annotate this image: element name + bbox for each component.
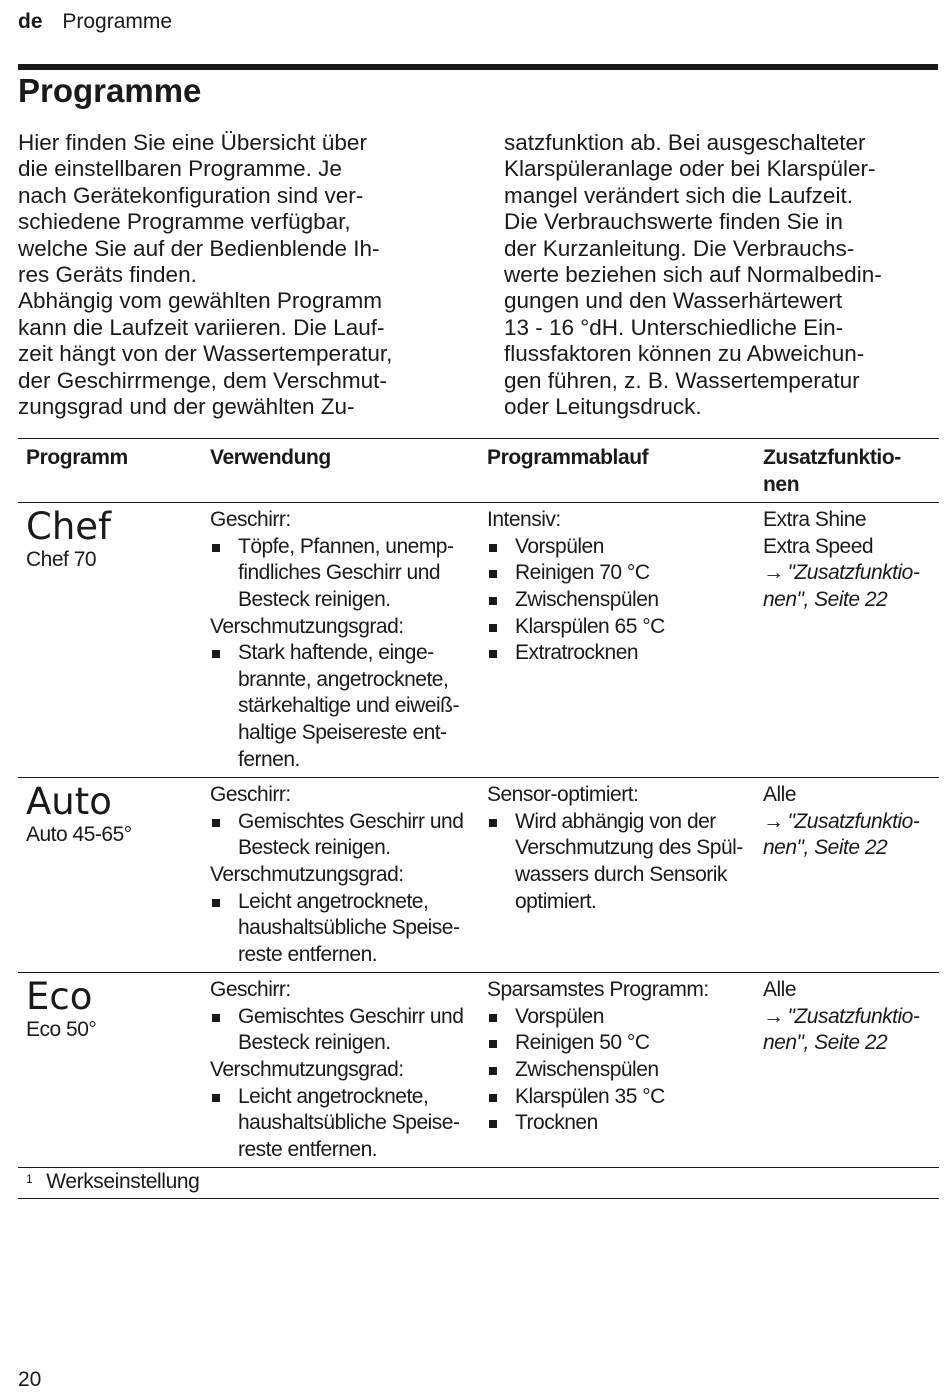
intro-line: der Kurzanleitung. Die Verbrauchs- [504, 235, 855, 261]
reference-text[interactable]: nen", Seite 22 [763, 587, 888, 611]
list-item: Zwischenspülen [487, 1057, 749, 1084]
sequence-list [487, 534, 749, 667]
header-zusatz-line: nen [763, 472, 800, 496]
list-item-line: Gemischtes Geschirr und [238, 809, 464, 833]
program-name: Auto [26, 780, 112, 824]
reference-text: "Zusatzfunktio- [787, 561, 920, 585]
header-verwendung: Verwendung [210, 446, 331, 469]
list-item [210, 534, 473, 614]
list-item-line: Stark haftende, einge- [238, 641, 434, 665]
intro-line: satzfunktion ab. Bei ausgeschalteter [504, 130, 866, 155]
list-item [210, 640, 473, 773]
list-item-line: Leicht angetrocknete, [238, 1084, 429, 1108]
list-item-line: reste entfernen. [238, 942, 378, 966]
header-programmablauf: Programmablauf [487, 446, 649, 469]
extra-option: Alle [763, 978, 797, 1002]
intro-line: flussfaktoren können zu Abweichun- [504, 341, 865, 367]
grad-list [210, 640, 473, 773]
list-item-line: Wird abhängig von der [515, 809, 716, 833]
header-rule [18, 64, 938, 70]
cross-reference-link[interactable] [763, 1004, 933, 1031]
geschirr-label: Geschirr: [210, 508, 291, 532]
reference-text: "Zusatzfunktio- [787, 809, 920, 833]
intro-line: kann die Laufzeit variieren. Die Lauf- [18, 314, 385, 340]
intro-line: oder Leitungsdruck. [504, 394, 702, 420]
program-name: Eco [26, 975, 93, 1019]
list-item-line: Besteck reinigen. [238, 587, 391, 611]
extra-option: Extra Shine [763, 508, 867, 532]
intro-column-right [504, 130, 944, 420]
arrow-right-icon: → [763, 561, 784, 585]
intro-line: Abhängig vom gewählten Programm [18, 288, 382, 314]
list-item: Vorspülen [487, 534, 749, 561]
header-programm: Programm [26, 446, 128, 469]
intro-line: werte beziehen sich auf Normalbedin- [504, 262, 882, 288]
reference-text[interactable]: nen", Seite 22 [763, 836, 888, 860]
table-row-chef [18, 503, 939, 778]
program-subname: Eco 50° [26, 1018, 97, 1042]
list-item: Reinigen 50 °C [487, 1030, 749, 1057]
list-item-line: Besteck reinigen. [238, 836, 391, 860]
extras-cell [755, 778, 939, 972]
header-zusatzfunktionen [755, 439, 939, 502]
intro-line: mangel verändert sich die Laufzeit. [504, 182, 853, 208]
sequence-label: Intensiv: [487, 508, 561, 532]
list-item-line: stärkehaltige und eiweiß- [238, 694, 459, 718]
intro-line: schiedene Programme verfügbar, [18, 209, 351, 235]
sequence-list [487, 1004, 749, 1137]
section-name: Programme [62, 10, 173, 33]
program-cell [18, 973, 202, 1167]
extras-cell [755, 503, 939, 777]
list-item-line: haushaltsübliche Speise- [238, 916, 460, 940]
sequence-cell [479, 973, 755, 1167]
table-row-eco [18, 973, 939, 1168]
programme-table [18, 438, 939, 1199]
intro-line: Die Verbrauchswerte finden Sie in [504, 209, 843, 235]
list-item [210, 889, 473, 969]
arrow-right-icon: → [763, 809, 784, 833]
page-number: 20 [18, 1368, 42, 1391]
program-cell [18, 503, 202, 777]
intro-line: nach Gerätekonfiguration sind ver- [18, 182, 364, 208]
intro-line: gen führen, z. B. Wassertemperatur [504, 367, 860, 393]
usage-cell [202, 778, 479, 972]
program-name: Chef [26, 505, 112, 549]
list-item-line: brannte, angetrocknete, [238, 667, 449, 691]
cross-reference-link[interactable] [763, 560, 933, 587]
grad-label: Verschmutzungsgrad: [210, 862, 404, 886]
usage-cell [202, 503, 479, 777]
page-title: Programme [18, 72, 202, 109]
list-item-line: optimiert. [515, 889, 597, 913]
list-item: Trocknen [487, 1110, 749, 1137]
program-cell [18, 778, 202, 972]
intro-line: Klarspüleranlage oder bei Klarspüler- [504, 156, 876, 182]
geschirr-list [210, 534, 473, 614]
language-code: de [18, 10, 43, 33]
sequence-list [487, 809, 749, 915]
cross-reference-link[interactable] [763, 809, 933, 836]
list-item: Vorspülen [487, 1004, 749, 1031]
arrow-right-icon: → [763, 1004, 784, 1028]
footnote-text: Werkseinstellung [46, 1170, 200, 1194]
sequence-label: Sensor-optimiert: [487, 783, 639, 807]
list-item-line: Verschmutzung des Spül- [515, 836, 743, 860]
intro-line: welche Sie auf der Bedienblende Ih- [18, 235, 380, 261]
reference-text[interactable]: nen", Seite 22 [763, 1031, 888, 1055]
intro-column-left [18, 130, 458, 420]
geschirr-label: Geschirr: [210, 783, 291, 807]
geschirr-list [210, 809, 473, 862]
list-item-line: findliches Geschirr und [238, 561, 441, 585]
running-header [18, 10, 172, 34]
list-item [210, 1084, 473, 1164]
list-item: Zwischenspülen [487, 587, 749, 614]
list-item-line: Gemischtes Geschirr und [238, 1004, 464, 1028]
list-item-line: Besteck reinigen. [238, 1031, 391, 1055]
list-item: Reinigen 70 °C [487, 560, 749, 587]
list-item [487, 809, 749, 915]
intro-line: gungen und den Wasserhärtewert [504, 288, 843, 314]
intro-line: 13 - 16 °dH. Unterschiedliche Ein- [504, 314, 844, 340]
usage-cell [202, 973, 479, 1167]
extra-option: Alle [763, 783, 797, 807]
reference-text: "Zusatzfunktio- [787, 1004, 920, 1028]
table-footnote [18, 1168, 939, 1198]
program-subname: Auto 45-65° [26, 823, 132, 847]
grad-list [210, 1084, 473, 1164]
table-header-row [18, 439, 939, 503]
geschirr-label: Geschirr: [210, 978, 291, 1002]
grad-label: Verschmutzungsgrad: [210, 1058, 404, 1082]
footnote-mark: 1 [26, 1172, 33, 1187]
sequence-label: Sparsamstes Programm: [487, 978, 709, 1002]
intro-line: res Geräts finden. [18, 262, 197, 288]
list-item-line: Leicht angetrocknete, [238, 889, 429, 913]
grad-label: Verschmutzungsgrad: [210, 614, 404, 638]
intro-line: die einstellbaren Programme. Je [18, 156, 342, 182]
intro-line: Hier finden Sie eine Übersicht über [18, 130, 367, 155]
list-item-line: reste entfernen. [238, 1137, 378, 1161]
geschirr-list [210, 1004, 473, 1057]
list-item-line: haltige Speisereste ent- [238, 720, 447, 744]
intro-line: zeit hängt von der Wassertemperatur, [18, 341, 393, 367]
list-item: Extratrocknen [487, 640, 749, 667]
intro-line: der Geschirrmenge, dem Verschmut- [18, 367, 387, 393]
sequence-cell [479, 778, 755, 972]
sequence-cell [479, 503, 755, 777]
extras-cell [755, 973, 939, 1167]
list-item-line: fernen. [238, 747, 300, 771]
grad-list [210, 889, 473, 969]
list-item: Klarspülen 35 °C [487, 1084, 749, 1111]
list-item-line: haushaltsübliche Speise- [238, 1111, 460, 1135]
intro-line: zungsgrad und der gewählten Zu- [18, 394, 355, 420]
header-zusatz-line: Zusatzfunktio- [763, 446, 901, 469]
list-item-line: wassers durch Sensorik [515, 862, 727, 886]
list-item: Klarspülen 65 °C [487, 614, 749, 641]
list-item-line: Töpfe, Pfannen, unemp- [238, 534, 454, 558]
table-row-auto [18, 778, 939, 973]
list-item [210, 1004, 473, 1057]
extra-option: Extra Speed [763, 534, 874, 558]
list-item [210, 809, 473, 862]
program-subname: Chef 70 [26, 548, 97, 572]
